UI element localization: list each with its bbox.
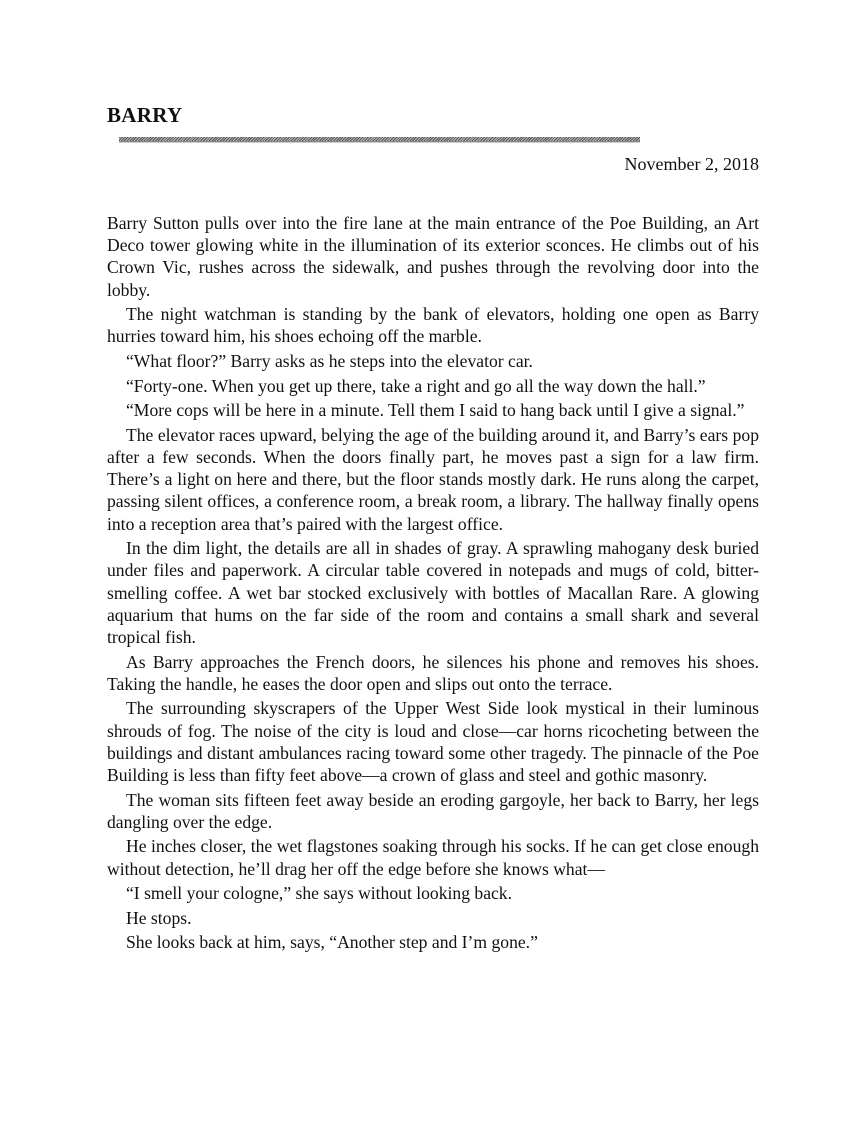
paragraph: The night watchman is standing by the bank of elevators, holding one open as Barry hurries toward him, his shoes echoing off the marble. <box>107 304 759 347</box>
paragraph: The surrounding skyscrapers of the Upper West Side look mystical in their luminous shrouds of fog. The noise of the city is loud and close—car horns ricocheting between the buildings and distant ambulances racing toward some other tragedy. The pinnacle of the Poe Building is less than fifty feet above—a crown of glass and steel and gothic masonry. <box>107 698 759 785</box>
paragraph: He inches closer, the wet flagstones soaking through his socks. If he can get close enough without detection, he’ll drag her off the edge before she knows what— <box>107 836 759 879</box>
paragraph: He stops. <box>126 907 192 928</box>
paragraph: “I smell your cologne,” she says without looking back. <box>126 883 513 904</box>
paragraph: The elevator races upward, belying the age of the building around it, and Barry’s ears pop after a few seconds. When the doors finally part, he moves past a sign for a law firm. There’s a light on here and there, but the floor stands mostly dark. He runs along the carpet, passing silent offices, a conference room, a break room, a library. The hallway finally opens into a reception area that’s paired with the largest office. <box>107 424 759 534</box>
paragraph: She looks back at him, says, “Another step and I’m gone.” <box>126 932 538 953</box>
title-rule <box>119 137 640 142</box>
paragraph: “What floor?” Barry asks as he steps into the elevator car. <box>126 351 533 371</box>
chapter-body <box>107 212 759 956</box>
paragraph: The woman sits fifteen feet away beside an eroding gargoyle, her back to Barry, her legs dangling over the edge. <box>107 789 759 832</box>
paragraph: In the dim light, the details are all in shades of gray. A sprawling mahogany desk buried under files and paperwork. A circular table covered in notepads and mugs of cold, bitter-smelling coffee. A wet bar stocked exclusively with bottles of Macallan Rare. A glowing aquarium that hums on the far side of the room and contains a small shark and several tropical fish. <box>107 538 759 647</box>
chapter-title: BARRY <box>107 103 183 127</box>
chapter-date: November 2, 2018 <box>624 154 759 174</box>
paragraph: “More cops will be here in a minute. Tell them I said to hang back until I give a signal.” <box>126 400 745 421</box>
paragraph: “Forty-one. When you get up there, take a right and go all the way down the hall.” <box>126 375 706 396</box>
paragraph: As Barry approaches the French doors, he silences his phone and removes his shoes. Taking the handle, he eases the door open and slips out onto the terrace. <box>107 651 759 694</box>
paragraph: Barry Sutton pulls over into the fire lane at the main entrance of the Poe Building, an Art Deco tower glowing white in the illumination of its exterior sconces. He climbs out of his Crown Vic, rushes across the sidewalk, and pushes through the revolving door into the lobby. <box>107 213 759 300</box>
